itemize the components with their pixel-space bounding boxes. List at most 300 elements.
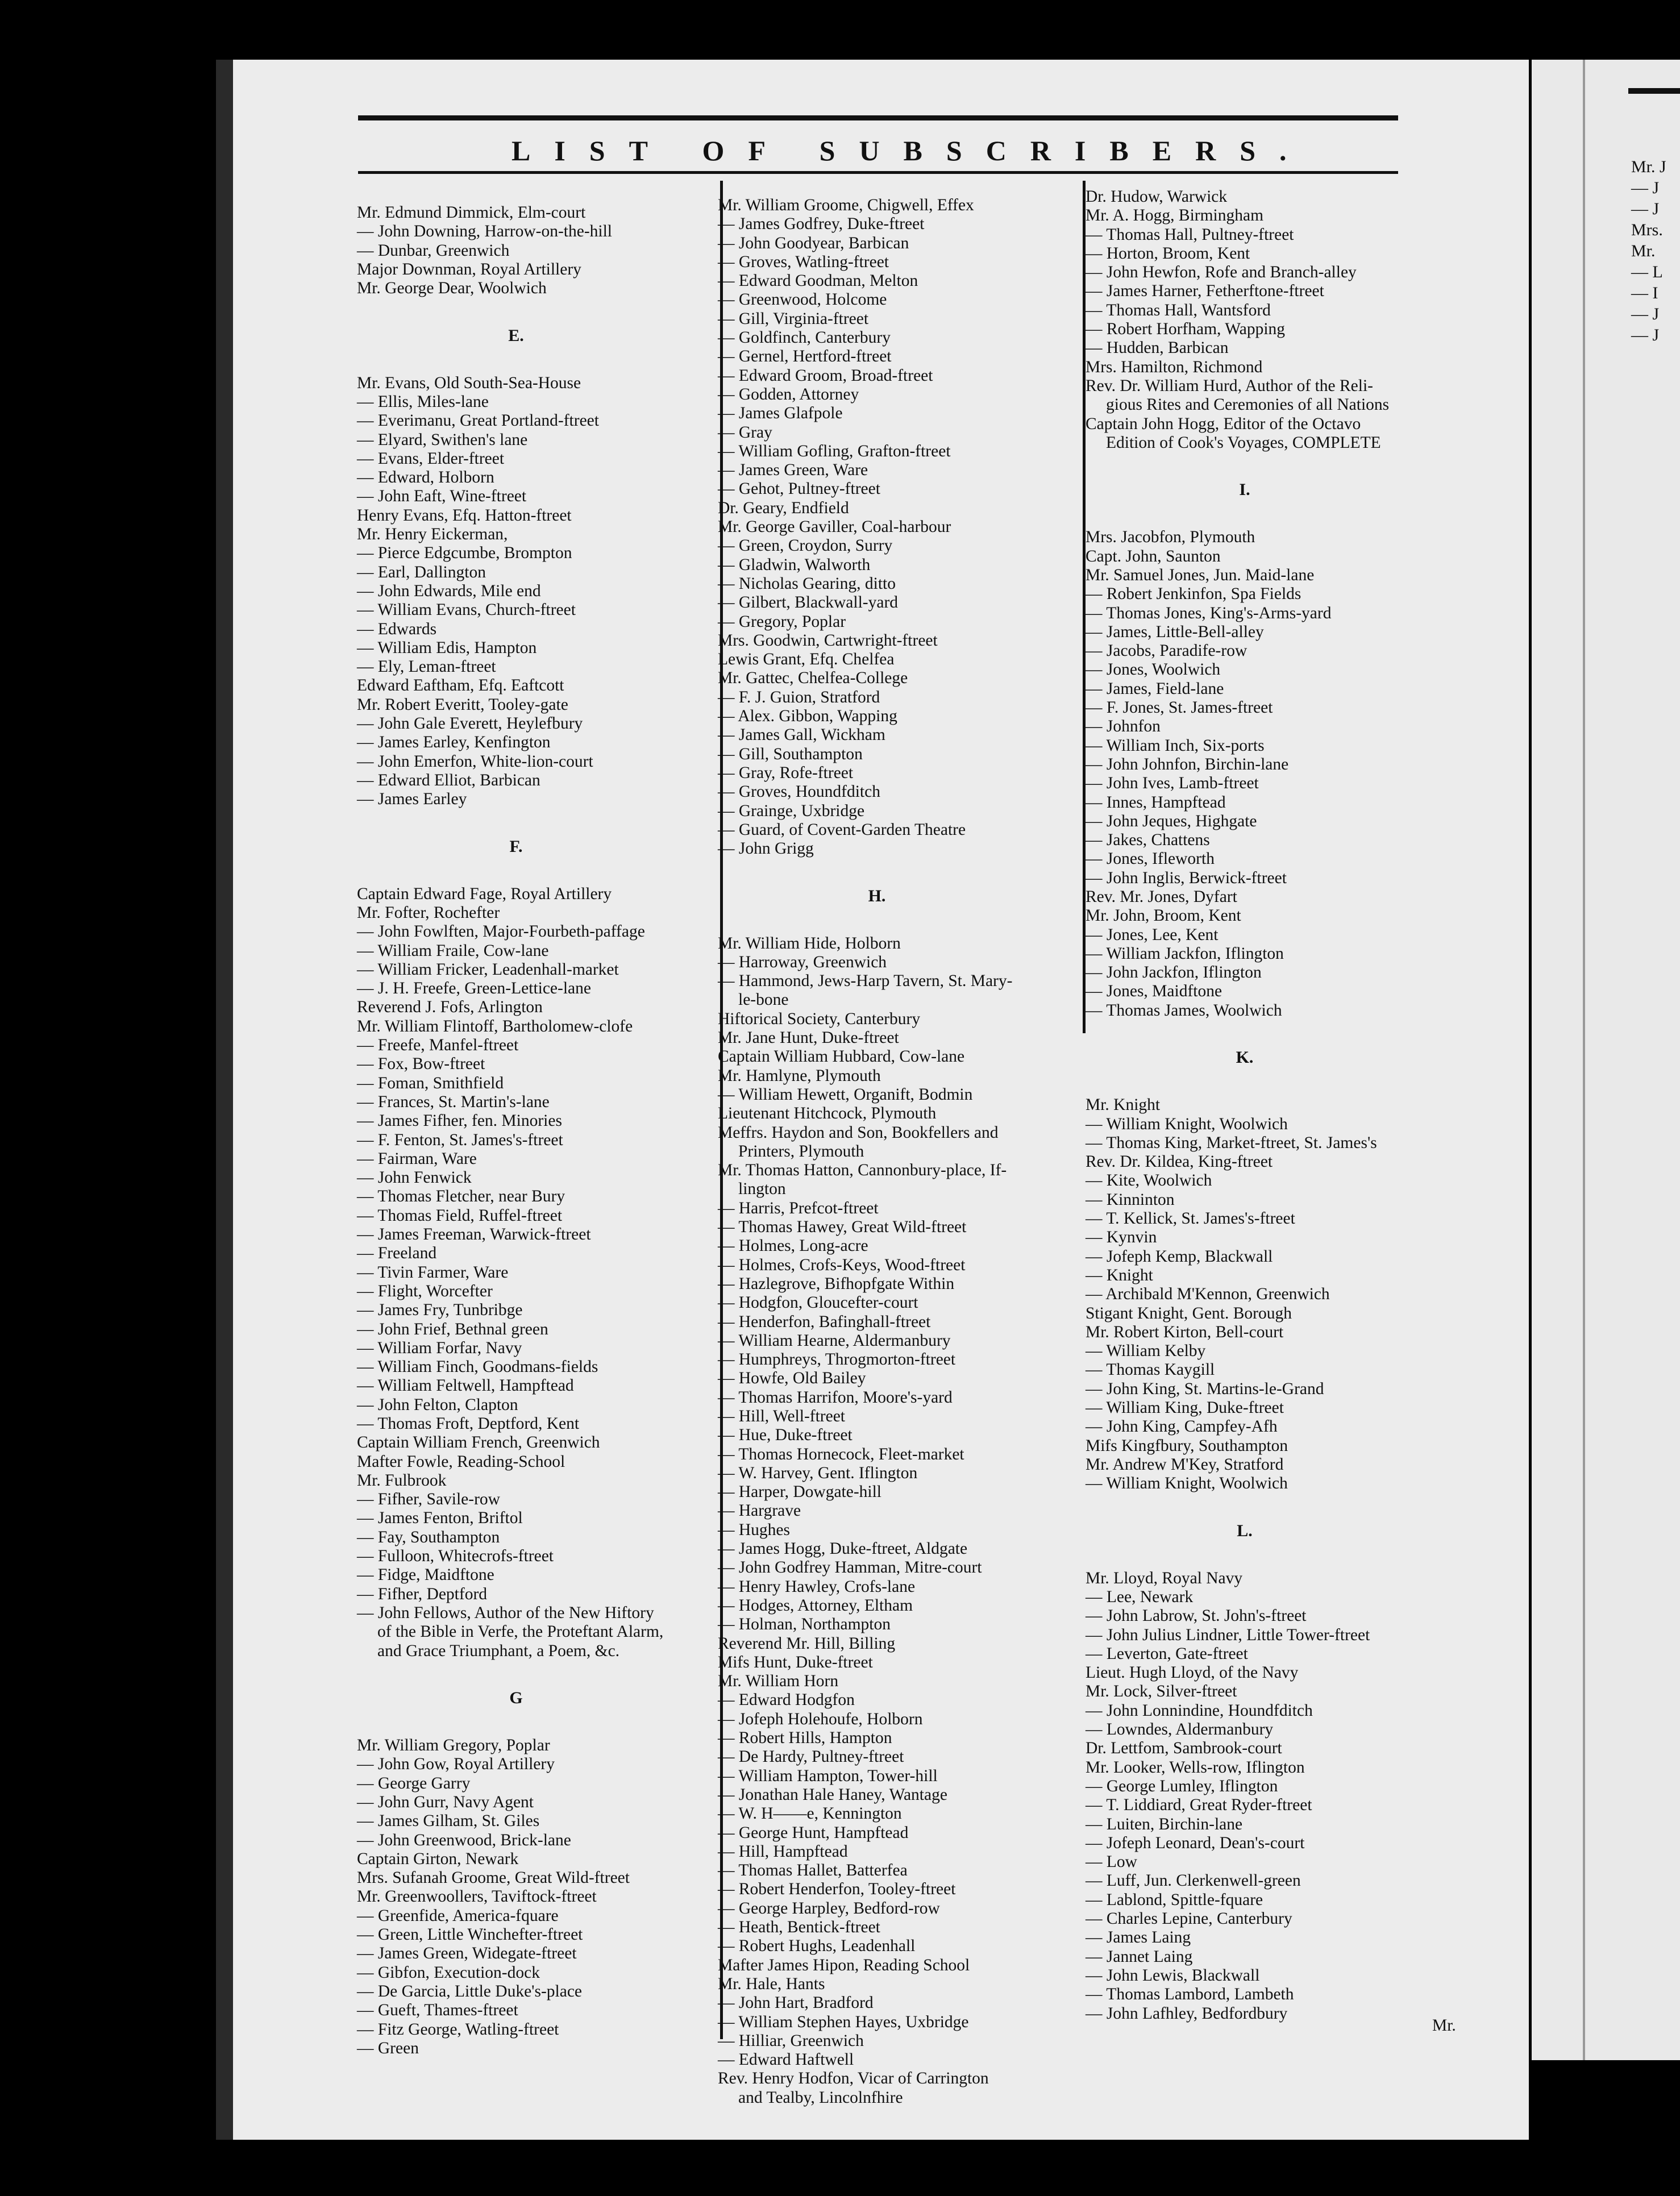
subscriber-entry: — John Fenwick [357,1168,472,1187]
adjacent-page-text-fragment: — I [1631,284,1658,302]
subscriber-entry: Mr. Hale, Hants [718,1974,825,1993]
subscriber-entry: — James Gall, Wickham [718,726,885,745]
subscriber-entry: — Alex. Gibbon, Wapping [718,707,897,726]
subscriber-entry: — Hudden, Barbican [1086,339,1229,357]
subscriber-entry: — Thomas Hall, Pultney-ftreet [1086,225,1294,244]
subscriber-entry: Edward Eaftham, Efq. Eaftcott [357,676,564,695]
subscriber-entry: — Godden, Attorney [718,385,859,404]
subscriber-entry: — John Gow, Royal Artillery [357,1755,555,1774]
subscriber-entry: — John Emerfon, White-lion-court [357,752,593,771]
subscriber-entry: — William Hewett, Organift, Bodmin [718,1085,973,1104]
subscriber-entry: Mr. William Hide, Holborn [718,934,901,953]
subscriber-entry: — Holmes, Crofs-Keys, Wood-ftreet [718,1255,966,1274]
spacer [1086,1077,1404,1096]
subscriber-entry: — Jofeph Leonard, Dean's-court [1086,1833,1305,1852]
subscriber-entry: Mr. William Flintoff, Bartholomew-clofe [357,1017,633,1035]
adjacent-page-text-fragment: — J [1631,305,1660,323]
subscriber-entry: Mr. Evans, Old South-Sea-House [357,373,581,392]
subscriber-entry: — Green, Croydon, Surry [718,536,893,555]
adjacent-page-text-fragment: Mr. [1631,242,1656,260]
subscriber-entry: Stigant Knight, Gent. Borough [1086,1304,1292,1322]
subscriber-entry: — James Laing [1086,1928,1191,1947]
adjacent-page-text-fragment: — L [1631,263,1663,281]
subscriber-entry: Mr. Henry Eickerman, [357,525,508,544]
subscriber-entry: Rev. Mr. Jones, Dyfart [1086,887,1237,906]
subscriber-entry: — Thomas James, Woolwich [1086,1001,1282,1020]
subscriber-entry: — T. Liddiard, Great Ryder-ftreet [1086,1796,1312,1815]
subscriber-entry: Lieutenant Hitchcock, Plymouth [718,1104,937,1123]
adjacent-page-text-fragment: Mr. J [1631,157,1666,176]
subscriber-entry: — Goldfinch, Canterbury [718,328,891,347]
section-letter-heading: I. [1239,480,1250,500]
subscriber-entry: — Fairman, Ware [357,1149,477,1168]
subscriber-entry: — William Knight, Woolwich [1086,1114,1288,1133]
subscriber-entry: — Thomas King, Market-ftreet, St. James's [1086,1133,1377,1152]
subscriber-column-1 [357,203,675,2058]
subscriber-entry: Mr. William Groome, Chigwell, Effex [718,196,974,214]
subscriber-entry: — Thomas Lambord, Lambeth [1086,1985,1294,2004]
subscriber-column-3 [1086,188,1404,2023]
subscriber-entry: — Greenfide, America-fquare [357,1906,559,1925]
subscriber-entry: — William Feltwell, Hampftead [357,1376,574,1395]
section-letter-heading: E. [508,326,524,345]
subscriber-entry: — Archibald M'Kennon, Greenwich [1086,1285,1330,1304]
subscriber-entry-continuation: and Grace Triumphant, a Poem, &c. [377,1641,620,1660]
subscriber-entry: — Jannet Laing [1086,1947,1193,1966]
subscriber-entry: — Freeland [357,1244,437,1263]
subscriber-entry: — Robert Henderfon, Tooley-ftreet [718,1880,956,1899]
subscriber-entry: — Edwards [357,619,437,638]
section-letter-heading: G [509,1688,523,1708]
subscriber-entry: — John King, St. Martins-le-Grand [1086,1379,1324,1398]
adjacent-page-text-fragment: Mrs. [1631,221,1663,239]
subscriber-entry: — James Harner, Fetherftone-ftreet [1086,282,1324,301]
subscriber-entry: Captain Edward Fage, Royal Artillery [357,884,612,903]
subscriber-entry-continuation: Printers, Plymouth [738,1142,864,1161]
subscriber-entry: — Fitz George, Watling-ftreet [357,2020,559,2039]
subscriber-entry: — John Frief, Bethnal green [357,1320,548,1338]
subscriber-entry: — Johnfon [1086,717,1161,736]
subscriber-entry: — Pierce Edgcumbe, Brompton [357,544,572,563]
subscriber-entry: — John Inglis, Berwick-ftreet [1086,868,1287,887]
subscriber-entry: — Hodges, Attorney, Eltham [718,1596,913,1615]
subscriber-entry: Rev. Dr. William Hurd, Author of the Reli- [1086,376,1373,395]
subscriber-entry: — De Garcia, Little Duke's-place [357,1982,583,2000]
subscriber-entry: — Knight [1086,1266,1153,1284]
subscriber-entry: — Freefe, Manfel-ftreet [357,1036,519,1055]
subscriber-entry: Mr. Greenwoollers, Taviftock-ftreet [357,1887,597,1906]
subscriber-entry: — Edward, Holborn [357,468,494,487]
subscriber-entry: Mr. Andrew M'Key, Stratford [1086,1455,1284,1474]
subscriber-entry: — Holmes, Long-acre [718,1237,868,1255]
subscriber-entry: Mafter James Hipon, Reading School [718,1956,970,1974]
subscriber-entry: — James Green, Ware [718,461,868,480]
subscriber-entry: — Thomas Hornecock, Fleet-market [718,1445,964,1463]
subscriber-entry: Mr. Robert Kirton, Bell-court [1086,1322,1284,1341]
subscriber-entry: Reverend J. Fofs, Arlington [357,998,543,1017]
subscriber-entry: Captain William French, Greenwich [357,1433,600,1452]
subscriber-entry: — James Freeman, Warwick-ftreet [357,1225,591,1244]
subscriber-entry: Mrs. Jacobfon, Plymouth [1086,528,1255,547]
subscriber-entry: Captain William Hubbard, Cow-lane [718,1047,965,1066]
subscriber-entry: — Lowndes, Aldermanbury [1086,1720,1274,1739]
subscriber-entry: — Jacobs, Paradife-row [1086,642,1247,660]
subscriber-entry: — John Hewfon, Rofe and Branch-alley [1086,263,1357,282]
spacer [357,298,675,317]
subscriber-entry: — T. Kellick, St. James's-ftreet [1086,1209,1295,1228]
subscriber-entry: — John Lewis, Blackwall [1086,1966,1260,1985]
subscriber-entry: — Hughes [718,1520,791,1539]
subscriber-entry: — Robert Hills, Hampton [718,1729,892,1748]
subscriber-entry: — William King, Duke-ftreet [1086,1399,1284,1417]
subscriber-entry: — Frances, St. Martin's-lane [357,1092,550,1111]
adjacent-page-rule [1628,88,1680,94]
subscriber-entry: — William Hearne, Aldermanbury [718,1331,951,1350]
subscriber-entry: — Thomas Jones, King's-Arms-yard [1086,604,1332,622]
subscriber-entry: — Leverton, Gate-ftreet [1086,1644,1248,1663]
subscriber-entry: — Robert Hughs, Leadenhall [718,1937,916,1956]
subscriber-entry: — Harris, Prefcot-ftreet [718,1199,879,1217]
subscriber-entry: — William Knight, Woolwich [1086,1474,1288,1493]
subscriber-entry: — John Edwards, Mile end [357,581,541,600]
subscriber-entry: — Kinninton [1086,1190,1175,1209]
subscriber-entry: — William Inch, Six-ports [1086,736,1265,755]
subscriber-entry: — James Fry, Tunbribge [357,1301,523,1320]
subscriber-entry: — William Fricker, Leadenhall-market [357,960,619,979]
subscriber-entry: Mifs Hunt, Duke-ftreet [718,1653,873,1671]
subscriber-entry: — James, Field-lane [1086,679,1224,698]
subscriber-entry: — John Gurr, Navy Agent [357,1792,534,1811]
adjacent-page-text-fragment: — J [1631,178,1660,197]
subscriber-entry: — George Lumley, Iflington [1086,1777,1278,1795]
subscriber-entry: — Guard, of Covent-Garden Theatre [718,820,966,839]
subscriber-entry: — John Jackfon, Iflington [1086,963,1262,982]
subscriber-entry: — Thomas Hallet, Batterfea [718,1861,908,1880]
subscriber-entry: Mrs. Sufanah Groome, Great Wild-ftreet [357,1869,630,1887]
subscriber-entry: — Jofeph Holehoufe, Holborn [718,1710,923,1728]
spacer [718,915,1036,934]
subscriber-entry: — Luff, Jun. Clerkenwell-green [1086,1871,1301,1890]
subscriber-entry: — Jones, Woolwich [1086,660,1221,679]
subscriber-entry: Rev. Dr. Kildea, King-ftreet [1086,1153,1273,1171]
subscriber-entry: — Edward Elliot, Barbican [357,771,540,789]
subscriber-entry: Mr. William Gregory, Poplar [357,1736,550,1755]
subscriber-entry: — Jonathan Hale Haney, Wantage [718,1785,947,1804]
subscriber-column-2 [718,196,1036,2107]
subscriber-entry: — William Hampton, Tower-hill [718,1766,938,1785]
subscriber-entry: — John Grigg [718,839,814,858]
subscriber-entry: — John Gale Everett, Heylefbury [357,714,583,733]
section-letter-heading: K. [1236,1048,1254,1067]
subscriber-entry: — Fay, Southampton [357,1528,500,1546]
subscriber-entry: — Kite, Woolwich [1086,1171,1212,1190]
subscriber-entry: — John Lafhley, Bedfordbury [1086,2004,1288,2023]
subscriber-entry: Mr. George Dear, Woolwich [357,279,547,298]
subscriber-entry: — Hazlegrove, Bifhopfgate Within [718,1274,955,1293]
subscriber-entry: — Evans, Elder-ftreet [357,449,505,468]
subscriber-entry: — James Earley [357,790,467,809]
subscriber-entry: Hiftorical Society, Canterbury [718,1009,921,1028]
subscriber-entry: Mrs. Hamilton, Richmond [1086,357,1263,376]
subscriber-entry: — John Fowlften, Major-Fourbeth-paffage [357,922,645,941]
subscriber-entry: — Elyard, Swithen's lane [357,430,528,449]
subscriber-entry: — William Jackfon, Iflington [1086,944,1284,963]
subscriber-entry: — Hammond, Jews-Harp Tavern, St. Mary- [718,972,1013,991]
subscriber-entry: — F. J. Guion, Stratford [718,688,880,706]
subscriber-entry: — Henderfon, Bafinghall-ftreet [718,1312,931,1331]
subscriber-entry: Mrs. Goodwin, Cartwright-ftreet [718,631,938,650]
subscriber-entry: — Gehot, Pultney-ftreet [718,480,880,498]
spacer [357,355,675,373]
subscriber-entry: Mr. Knight [1086,1096,1161,1114]
subscriber-entry: Major Downman, Royal Artillery [357,260,581,278]
section-letter-heading: L. [1237,1521,1253,1540]
subscriber-entry: — Low [1086,1853,1137,1871]
subscriber-entry: Mr. Fulbrook [357,1471,447,1490]
subscriber-entry: Mr. John, Broom, Kent [1086,906,1241,925]
subscriber-entry: — John Godfrey Hamman, Mitre-court [718,1558,982,1577]
subscriber-entry: — W. H——e, Kennington [718,1804,902,1823]
subscriber-entry: Mr. William Horn [718,1672,839,1691]
subscriber-entry: — Hodgfon, Gloucefter-court [718,1294,918,1312]
subscriber-entry: — Humphreys, Throgmorton-ftreet [718,1350,956,1369]
page-binding-shadow [216,60,233,2140]
subscriber-entry-continuation: Edition of Cook's Voyages, COMPLETE [1106,433,1381,452]
subscriber-entry: — John Fellows, Author of the New Hiftory [357,1603,654,1622]
subscriber-entry: Captain John Hogg, Editor of the Octavo [1086,414,1361,433]
subscriber-entry: — John Felton, Clapton [357,1395,518,1414]
subscriber-entry: Lewis Grant, Efq. Chelfea [718,650,895,669]
spacer [1086,1493,1404,1512]
spacer [1086,509,1404,528]
subscriber-entry: Mr. Lloyd, Royal Navy [1086,1569,1243,1587]
subscriber-entry: Mifs Kingfbury, Southampton [1086,1436,1288,1455]
subscriber-entry: — Heath, Bentick-ftreet [718,1918,880,1937]
subscriber-entry: — Gernel, Hertford-ftreet [718,347,892,366]
subscriber-entry: — James Green, Widegate-ftreet [357,1944,577,1963]
subscriber-entry: — Harper, Dowgate-hill [718,1483,881,1502]
subscriber-entry: — Gray, Rofe-ftreet [718,763,854,782]
subscriber-entry: — Fifher, Deptford [357,1584,488,1603]
subscriber-entry-continuation: and Tealby, Lincolnfhire [738,2088,903,2107]
subscriber-entry: — Lablond, Spittle-fquare [1086,1890,1263,1909]
spacer [357,1661,675,1679]
subscriber-entry: — Jones, Lee, Kent [1086,925,1219,944]
subscriber-entry: — Edward Groom, Broad-ftreet [718,366,933,385]
subscriber-entry: Capt. John, Saunton [1086,547,1221,565]
adjacent-page-text-fragment: — J [1631,199,1660,218]
subscriber-entry: — Earl, Dallington [357,563,486,581]
subscriber-entry: — Henry Hawley, Crofs-lane [718,1577,916,1596]
subscriber-entry: — Thomas Kaygill [1086,1361,1215,1379]
subscriber-entry: — Foman, Smithfield [357,1074,504,1092]
subscriber-entry: — Gregory, Poplar [718,612,846,631]
subscriber-entry: Mr. Lock, Silver-ftreet [1086,1682,1237,1701]
subscriber-entry: — John Labrow, St. John's-ftreet [1086,1607,1307,1625]
subscriber-entry: — Lee, Newark [1086,1587,1194,1606]
subscriber-entry: — Thomas Harrifon, Moore's-yard [718,1388,953,1407]
catchword: Mr. [1432,2016,1456,2035]
spacer [1086,1020,1404,1039]
subscriber-entry: — John Julius Lindner, Little Tower-ftreet [1086,1625,1370,1644]
subscriber-entry: — Edward Goodman, Melton [718,272,918,290]
subscriber-entry: Mr. Thomas Hatton, Cannonbury-place, If- [718,1161,1007,1180]
subscriber-entry-continuation: lington [738,1180,786,1199]
subscriber-entry: — Ely, Leman-ftreet [357,658,496,676]
section-letter-heading: H. [868,886,886,905]
subscriber-entry: — Hue, Duke-ftreet [718,1426,853,1445]
subscriber-entry: — Grainge, Uxbridge [718,801,865,820]
subscriber-entry: — Fidge, Maidftone [357,1566,494,1584]
subscriber-entry: Dr. Lettfom, Sambrook-court [1086,1739,1282,1758]
subscriber-entry: — Gladwin, Walworth [718,555,871,574]
subscriber-entry: — Edward Haftwell [718,2051,854,2069]
subscriber-entry: — William Kelby [1086,1342,1206,1361]
subscriber-entry: Mr. Samuel Jones, Jun. Maid-lane [1086,565,1315,584]
subscriber-entry: — Ellis, Miles-lane [357,392,489,411]
subscriber-entry: — John Ives, Lamb-ftreet [1086,774,1259,793]
subscriber-entry: — Thomas Hawey, Great Wild-ftreet [718,1218,967,1237]
subscriber-entry: — James Godfrey, Duke-ftreet [718,215,925,234]
subscriber-entry: — William Forfar, Navy [357,1338,522,1357]
subscriber-entry: Meffrs. Haydon and Son, Bookfellers and [718,1123,999,1142]
page-title: LIST OF SUBSCRIBERS. [512,135,1311,167]
subscriber-entry: Captain Girton, Newark [357,1849,519,1868]
subscriber-entry: Reverend Mr. Hill, Billing [718,1634,896,1653]
subscriber-entry: — Innes, Hampftead [1086,793,1226,812]
subscriber-entry: — F. Jones, St. James-ftreet [1086,698,1273,717]
subscriber-entry: — Gibfon, Execution-dock [357,1963,540,1982]
subscriber-entry: — James Hogg, Duke-ftreet, Aldgate [718,1540,968,1558]
subscriber-entry: — William Evans, Church-ftreet [357,601,576,619]
subscriber-entry: — William Edis, Hampton [357,638,537,657]
subscriber-entry: Mr. Looker, Wells-row, Iflington [1086,1758,1305,1777]
subscriber-entry: — Fifher, Savile-row [357,1490,500,1509]
subscriber-entry: — Green [357,2039,419,2057]
subscriber-entry: — Green, Little Winchefter-ftreet [357,1925,583,1944]
subscriber-entry: — Groves, Watling-ftreet [718,252,889,271]
subscriber-entry: — John Johnfon, Birchin-lane [1086,755,1289,773]
subscriber-entry: Mr. Edmund Dimmick, Elm-court [357,203,586,222]
subscriber-entry: — Edward Hodgfon [718,1691,855,1710]
subscriber-entry: Mr. Hamlyne, Plymouth [718,1066,881,1085]
subscriber-entry: — Gueft, Thames-ftreet [357,2001,518,2020]
subscriber-entry: — Jofeph Kemp, Blackwall [1086,1247,1273,1266]
subscriber-entry: Mr. George Gaviller, Coal-harbour [718,518,951,536]
header-rule-bottom [358,171,1398,174]
subscriber-entry: — William Gofling, Grafton-ftreet [718,442,951,460]
subscriber-entry: — Fox, Bow-ftreet [357,1055,485,1074]
subscriber-entry: — Fulloon, Whitecrofs-ftreet [357,1547,554,1566]
subscriber-entry: — William Finch, Goodmans-fields [357,1358,598,1376]
subscriber-entry: — Dunbar, Greenwich [357,241,510,260]
subscriber-entry: — Horton, Broom, Kent [1086,244,1250,263]
spacer [357,866,675,884]
subscriber-entry: — George Harpley, Bedford-row [718,1899,940,1918]
subscriber-entry: — James Gilham, St. Giles [357,1812,540,1831]
subscriber-entry: — Gill, Southampton [718,745,863,763]
adjacent-page-edge [1532,60,1680,2060]
subscriber-entry: — John Eaft, Wine-ftreet [357,487,527,506]
subscriber-entry: — Harroway, Greenwich [718,953,887,971]
subscriber-entry: — Jakes, Chattens [1086,831,1210,850]
subscriber-entry: — George Hunt, Hampftead [718,1823,909,1842]
subscriber-entry: — Thomas Fletcher, near Bury [357,1187,565,1206]
subscriber-entry: — Nicholas Gearing, ditto [718,574,896,593]
subscriber-entry-continuation: gious Rites and Ceremonies of all Nations [1106,396,1390,414]
subscriber-entry: — Gilbert, Blackwall-yard [718,593,899,612]
subscriber-entry: — James Fifher, fen. Minories [357,1112,562,1130]
subscriber-entry: Dr. Hudow, Warwick [1086,188,1228,206]
subscriber-entry: — Jones, Ifleworth [1086,850,1215,868]
subscriber-entry: — F. Fenton, St. James's-ftreet [357,1130,563,1149]
subscriber-entry: — W. Harvey, Gent. Iflington [718,1463,918,1482]
subscriber-entry: — John Greenwood, Brick-lane [357,1831,571,1849]
spacer [357,809,675,828]
subscriber-entry: — Howfe, Old Bailey [718,1369,866,1388]
subscriber-entry-continuation: le-bone [738,991,789,1009]
subscriber-entry-continuation: of the Bible in Verfe, the Proteftant Alarm, [377,1623,664,1641]
spacer [1086,1550,1404,1569]
subscriber-entry: — William Fraile, Cow-lane [357,941,549,960]
subscriber-entry: — Charles Lepine, Canterbury [1086,1910,1292,1928]
subscriber-entry: — George Garry [357,1774,471,1792]
subscriber-entry: — Gray [718,423,772,442]
subscriber-entry: — John King, Campfey-Afh [1086,1417,1278,1436]
subscriber-entry: — Groves, Houndfditch [718,783,880,801]
subscriber-entry: — De Hardy, Pultney-ftreet [718,1748,904,1766]
subscriber-entry: — Kynvin [1086,1228,1157,1247]
spacer [1086,452,1404,471]
subscriber-entry: — Holman, Northampton [718,1615,891,1634]
subscriber-entry: — John Lonnindine, Houndfditch [1086,1701,1313,1720]
subscriber-entry: Mafter Fowle, Reading-School [357,1452,565,1471]
spacer [357,1717,675,1736]
subscriber-entry: Mr. A. Hogg, Birmingham [1086,206,1264,225]
subscriber-entry: — Flight, Worcefter [357,1282,493,1300]
subscriber-entry: — Hargrave [718,1502,801,1520]
subscriber-entry: — John Downing, Harrow-on-the-hill [357,222,612,241]
subscriber-entry: — William Stephen Hayes, Uxbridge [718,2012,969,2031]
spacer [718,858,1036,877]
subscriber-entry: — Hilliar, Greenwich [718,2031,864,2050]
adjacent-page-text-fragment: — J [1631,326,1660,344]
subscriber-entry: — John Jeques, Highgate [1086,812,1257,830]
subscriber-entry: — J. H. Freefe, Green-Lettice-lane [357,979,591,998]
subscriber-entry: — James Glafpole [718,404,843,423]
subscriber-entry: Mr. Fofter, Rochefter [357,903,500,922]
subscriber-entry: — James, Little-Bell-alley [1086,622,1264,641]
subscriber-entry: — Robert Jenkinfon, Spa Fields [1086,585,1301,604]
subscriber-entry: — James Fenton, Briftol [357,1509,523,1528]
subscriber-entry: — Thomas Froft, Deptford, Kent [357,1415,580,1433]
subscriber-entry: — Gill, Virginia-ftreet [718,309,869,328]
subscriber-entry: — Tivin Farmer, Ware [357,1263,509,1282]
subscriber-entry: Dr. Geary, Endfield [718,498,849,517]
subscriber-entry: — John Goodyear, Barbican [718,234,909,252]
subscriber-entry: — Thomas Field, Ruffel-ftreet [357,1206,563,1225]
subscriber-entry: — Jones, Maidftone [1086,982,1222,1001]
subscriber-entry: Henry Evans, Efq. Hatton-ftreet [357,506,572,525]
subscriber-entry: Mr. Robert Everitt, Tooley-gate [357,695,568,714]
subscriber-entry: — Hill, Well-ftreet [718,1407,846,1425]
subscriber-entry: — Hill, Hampftead [718,1842,848,1861]
subscriber-entry: — Greenwood, Holcome [718,290,887,309]
header-rule-top [358,115,1398,120]
subscriber-entry: — Luiten, Birchin-lane [1086,1815,1243,1833]
subscriber-entry: Rev. Henry Hodfon, Vicar of Carrington [718,2069,989,2088]
section-letter-heading: F. [509,837,523,856]
